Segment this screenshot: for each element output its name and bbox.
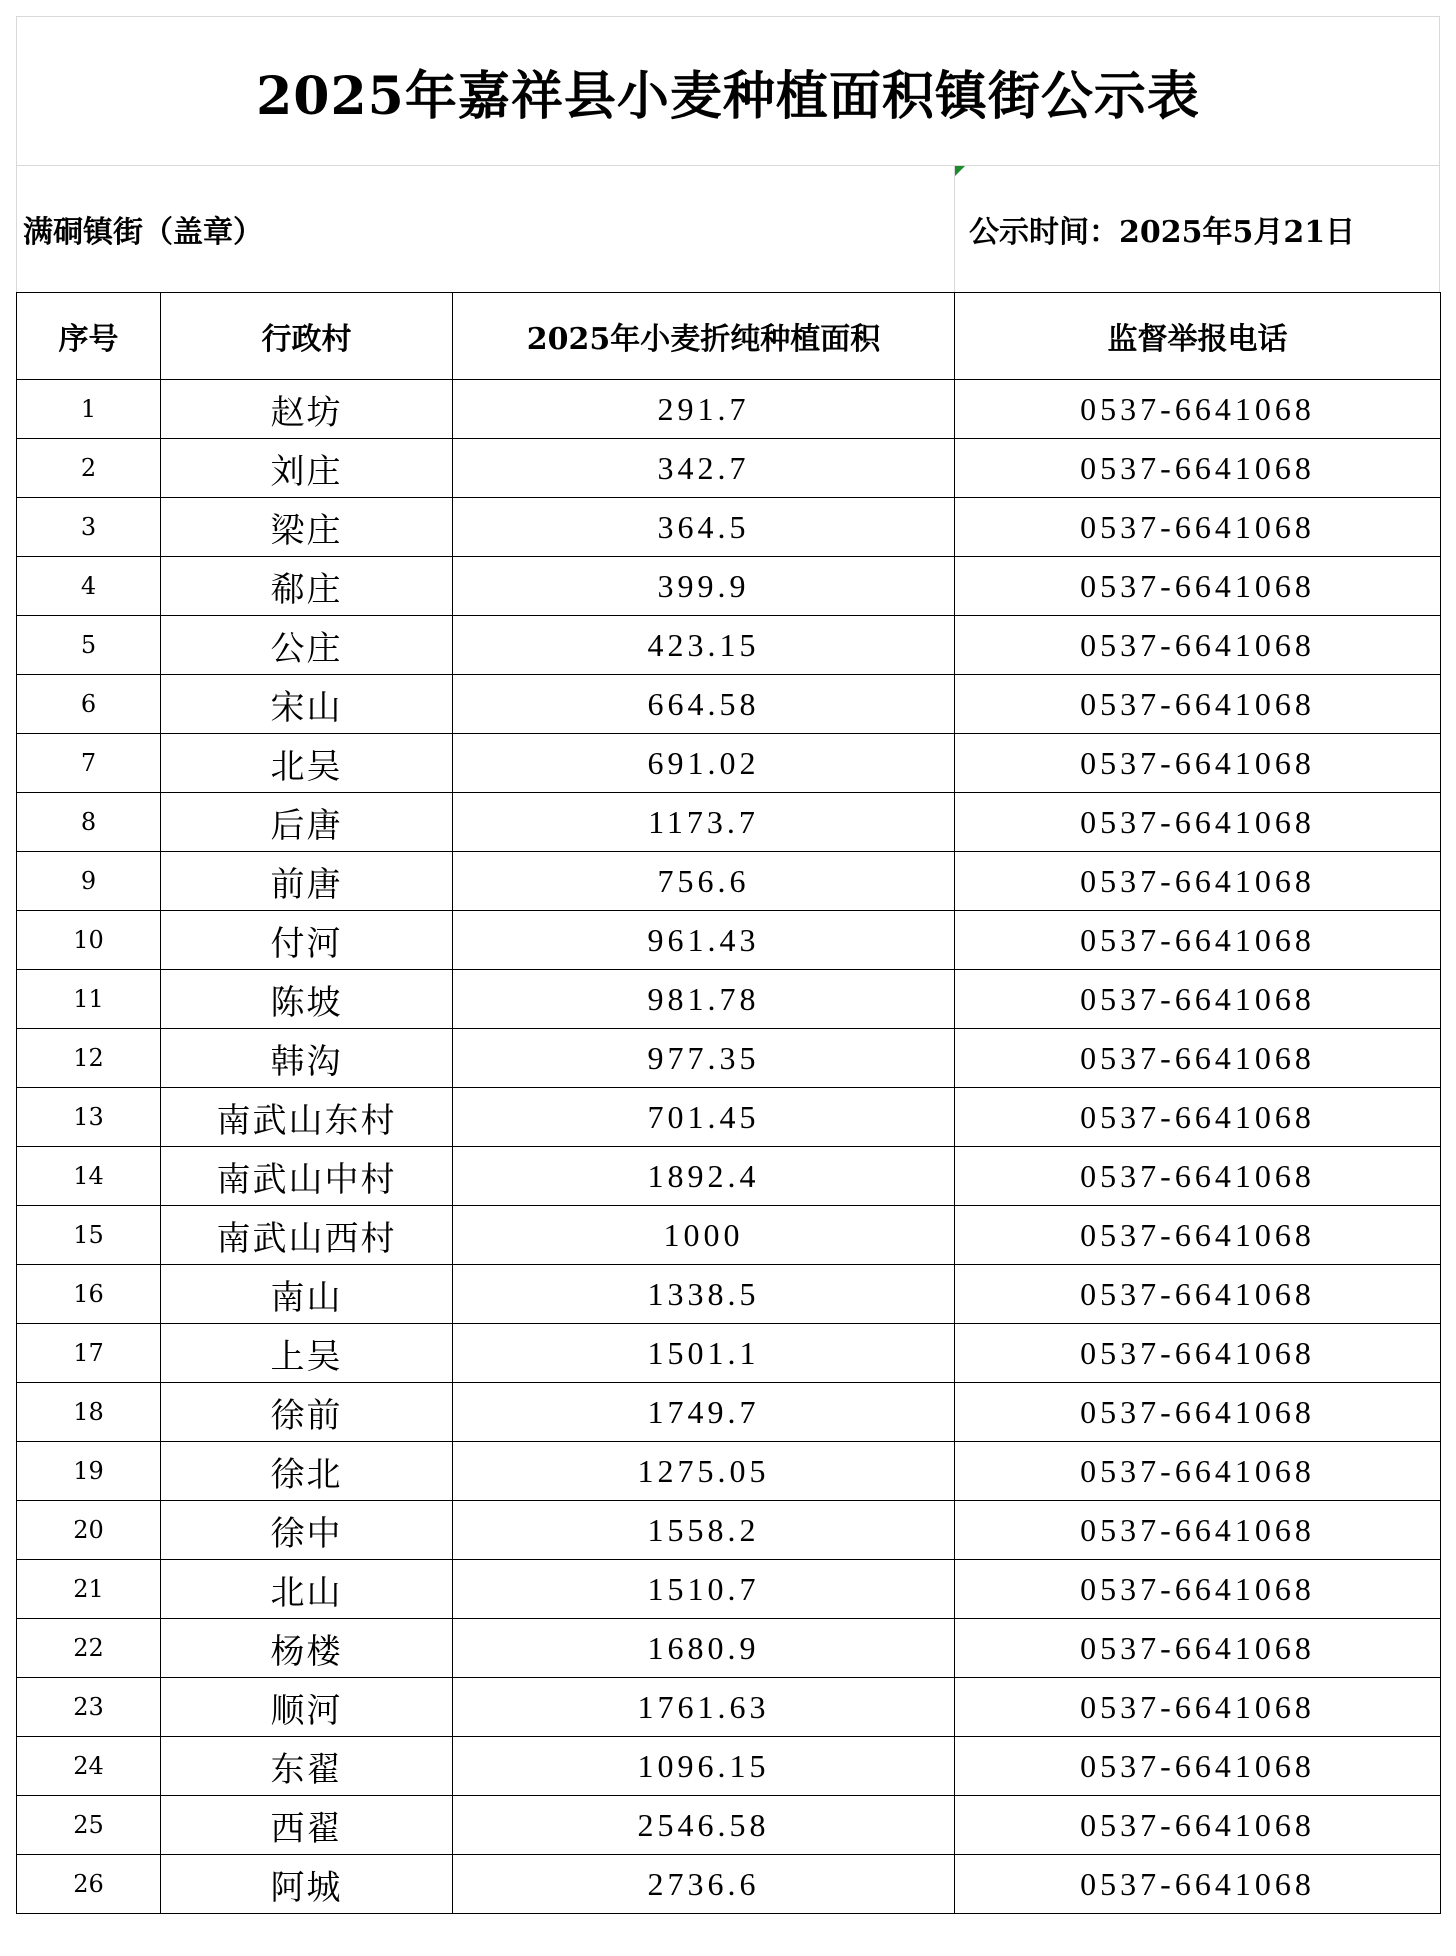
row-phone-cell[interactable]: 0537-6641068 [955,1206,1441,1265]
row-area-cell[interactable]: 1173.7 [453,793,955,852]
table-row [17,793,1441,852]
row-phone-cell[interactable]: 0537-6641068 [955,1265,1441,1324]
row-area-cell[interactable]: 1680.9 [453,1619,955,1678]
row-area-cell[interactable]: 1501.1 [453,1324,955,1383]
table-row [17,380,1441,439]
row-village-cell[interactable]: 徐前 [161,1383,453,1442]
row-phone-cell[interactable]: 0537-6641068 [955,1147,1441,1206]
row-area-cell[interactable]: 1338.5 [453,1265,955,1324]
table-row [17,1383,1441,1442]
table-row [17,1796,1441,1855]
row-seq-cell[interactable]: 10 [17,911,161,970]
table-row [17,1678,1441,1737]
table-row [17,1737,1441,1796]
row-seq-cell[interactable]: 5 [17,616,161,675]
row-seq-cell[interactable]: 17 [17,1324,161,1383]
row-seq-cell[interactable]: 1 [17,380,161,439]
row-area-cell[interactable]: 2546.58 [453,1796,955,1855]
row-area-cell[interactable]: 1892.4 [453,1147,955,1206]
row-area-cell[interactable]: 1096.15 [453,1737,955,1796]
town-label: 满硐镇街（盖章） [23,215,263,250]
row-seq-cell[interactable]: 11 [17,970,161,1029]
row-area-cell[interactable]: 1558.2 [453,1501,955,1560]
row-seq-cell[interactable]: 4 [17,557,161,616]
row-village-cell[interactable]: 北山 [161,1560,453,1619]
row-village-cell[interactable]: 宋山 [161,675,453,734]
row-village-cell[interactable]: 刘庄 [161,439,453,498]
row-seq-cell[interactable]: 2 [17,439,161,498]
row-area-cell[interactable]: 423.15 [453,616,955,675]
row-village-cell[interactable]: 杨楼 [161,1619,453,1678]
table-row [17,1855,1441,1914]
row-seq-cell[interactable]: 24 [17,1737,161,1796]
row-village-cell[interactable]: 南山 [161,1265,453,1324]
column-header-village[interactable]: 行政村 [161,293,453,380]
row-phone-cell[interactable]: 0537-6641068 [955,852,1441,911]
row-area-cell[interactable]: 1761.63 [453,1678,955,1737]
row-phone-cell[interactable]: 0537-6641068 [955,1383,1441,1442]
info-row [16,166,1440,292]
row-seq-cell[interactable]: 15 [17,1206,161,1265]
table-row [17,734,1441,793]
table-row [17,675,1441,734]
row-phone-cell[interactable]: 0537-6641068 [955,1324,1441,1383]
row-village-cell[interactable]: 付河 [161,911,453,970]
row-village-cell[interactable]: 东翟 [161,1737,453,1796]
row-phone-cell[interactable]: 0537-6641068 [955,734,1441,793]
row-village-cell[interactable]: 西翟 [161,1796,453,1855]
row-village-cell[interactable]: 韩沟 [161,1029,453,1088]
row-seq-cell[interactable]: 26 [17,1855,161,1914]
row-seq-cell[interactable]: 6 [17,675,161,734]
row-seq-cell[interactable]: 25 [17,1796,161,1855]
row-area-cell[interactable]: 701.45 [453,1088,955,1147]
table-row [17,911,1441,970]
row-village-cell[interactable]: 赵坊 [161,380,453,439]
row-area-cell[interactable]: 977.35 [453,1029,955,1088]
table-row [17,1501,1441,1560]
table-row [17,1088,1441,1147]
table-header-row [17,293,1441,380]
row-village-cell[interactable]: 南武山东村 [161,1088,453,1147]
table-row [17,1324,1441,1383]
spreadsheet-sheet [16,16,1440,1914]
table-row [17,1147,1441,1206]
row-village-cell[interactable]: 陈坡 [161,970,453,1029]
row-area-cell[interactable]: 1000 [453,1206,955,1265]
row-phone-cell[interactable]: 0537-6641068 [955,616,1441,675]
row-seq-cell[interactable]: 12 [17,1029,161,1088]
row-village-cell[interactable]: 郗庄 [161,557,453,616]
row-area-cell[interactable]: 291.7 [453,380,955,439]
row-village-cell[interactable]: 徐北 [161,1442,453,1501]
row-seq-cell[interactable]: 14 [17,1147,161,1206]
column-header-phone[interactable]: 监督举报电话 [955,293,1441,380]
row-seq-cell[interactable]: 22 [17,1619,161,1678]
table-body [17,380,1441,1914]
row-village-cell[interactable]: 后唐 [161,793,453,852]
row-phone-cell[interactable]: 0537-6641068 [955,1088,1441,1147]
row-village-cell[interactable]: 梁庄 [161,498,453,557]
data-table [16,292,1441,1914]
table-row [17,1206,1441,1265]
row-phone-cell[interactable]: 0537-6641068 [955,1737,1441,1796]
row-village-cell[interactable]: 公庄 [161,616,453,675]
title-cell[interactable] [16,16,1440,166]
row-phone-cell[interactable]: 0537-6641068 [955,1855,1441,1914]
row-seq-cell[interactable]: 3 [17,498,161,557]
row-phone-cell[interactable]: 0537-6641068 [955,1029,1441,1088]
row-village-cell[interactable]: 上吴 [161,1324,453,1383]
row-area-cell[interactable]: 1510.7 [453,1560,955,1619]
table-row [17,498,1441,557]
row-village-cell[interactable]: 南武山中村 [161,1147,453,1206]
table-row [17,1265,1441,1324]
row-village-cell[interactable]: 前唐 [161,852,453,911]
row-phone-cell[interactable]: 0537-6641068 [955,1560,1441,1619]
row-area-cell[interactable]: 664.58 [453,675,955,734]
table-row [17,970,1441,1029]
row-phone-cell[interactable]: 0537-6641068 [955,557,1441,616]
row-seq-cell[interactable]: 19 [17,1442,161,1501]
table-row [17,852,1441,911]
row-phone-cell[interactable]: 0537-6641068 [955,1678,1441,1737]
row-phone-cell[interactable]: 0537-6641068 [955,1619,1441,1678]
row-phone-cell[interactable]: 0537-6641068 [955,970,1441,1029]
row-seq-cell[interactable]: 18 [17,1383,161,1442]
table-row [17,557,1441,616]
row-village-cell[interactable]: 北吴 [161,734,453,793]
row-village-cell[interactable]: 阿城 [161,1855,453,1914]
cell-comment-indicator [955,166,965,176]
row-area-cell[interactable]: 399.9 [453,557,955,616]
row-seq-cell[interactable]: 7 [17,734,161,793]
row-seq-cell[interactable]: 13 [17,1088,161,1147]
row-area-cell[interactable]: 2736.6 [453,1855,955,1914]
row-area-cell[interactable]: 961.43 [453,911,955,970]
table-row [17,616,1441,675]
table-row [17,439,1441,498]
row-phone-cell[interactable]: 0537-6641068 [955,1501,1441,1560]
table-row [17,1029,1441,1088]
row-area-cell[interactable]: 364.5 [453,498,955,557]
table-row [17,1442,1441,1501]
row-phone-cell[interactable]: 0537-6641068 [955,793,1441,852]
table-row [17,1560,1441,1619]
row-area-cell[interactable]: 1749.7 [453,1383,955,1442]
row-phone-cell[interactable]: 0537-6641068 [955,675,1441,734]
row-phone-cell[interactable]: 0537-6641068 [955,911,1441,970]
column-header-seq[interactable]: 序号 [17,293,161,380]
row-seq-cell[interactable]: 21 [17,1560,161,1619]
row-seq-cell[interactable]: 9 [17,852,161,911]
row-phone-cell[interactable]: 0537-6641068 [955,439,1441,498]
row-village-cell[interactable]: 顺河 [161,1678,453,1737]
row-seq-cell[interactable]: 16 [17,1265,161,1324]
publish-time-cell[interactable] [955,166,1439,292]
row-village-cell[interactable]: 南武山西村 [161,1206,453,1265]
town-label-cell[interactable] [17,166,955,292]
page-title: 2025年嘉祥县小麦种植面积镇街公示表 [256,65,1200,127]
publish-time: 公示时间：2025年5月21日 [969,215,1356,250]
row-area-cell[interactable]: 342.7 [453,439,955,498]
row-area-cell[interactable]: 756.6 [453,852,955,911]
row-area-cell[interactable]: 1275.05 [453,1442,955,1501]
row-seq-cell[interactable]: 8 [17,793,161,852]
row-seq-cell[interactable]: 20 [17,1501,161,1560]
row-area-cell[interactable]: 981.78 [453,970,955,1029]
row-seq-cell[interactable]: 23 [17,1678,161,1737]
row-village-cell[interactable]: 徐中 [161,1501,453,1560]
column-header-area[interactable]: 2025年小麦折纯种植面积 [453,293,955,380]
row-phone-cell[interactable]: 0537-6641068 [955,380,1441,439]
row-phone-cell[interactable]: 0537-6641068 [955,498,1441,557]
row-area-cell[interactable]: 691.02 [453,734,955,793]
table-row [17,1619,1441,1678]
row-phone-cell[interactable]: 0537-6641068 [955,1796,1441,1855]
row-phone-cell[interactable]: 0537-6641068 [955,1442,1441,1501]
